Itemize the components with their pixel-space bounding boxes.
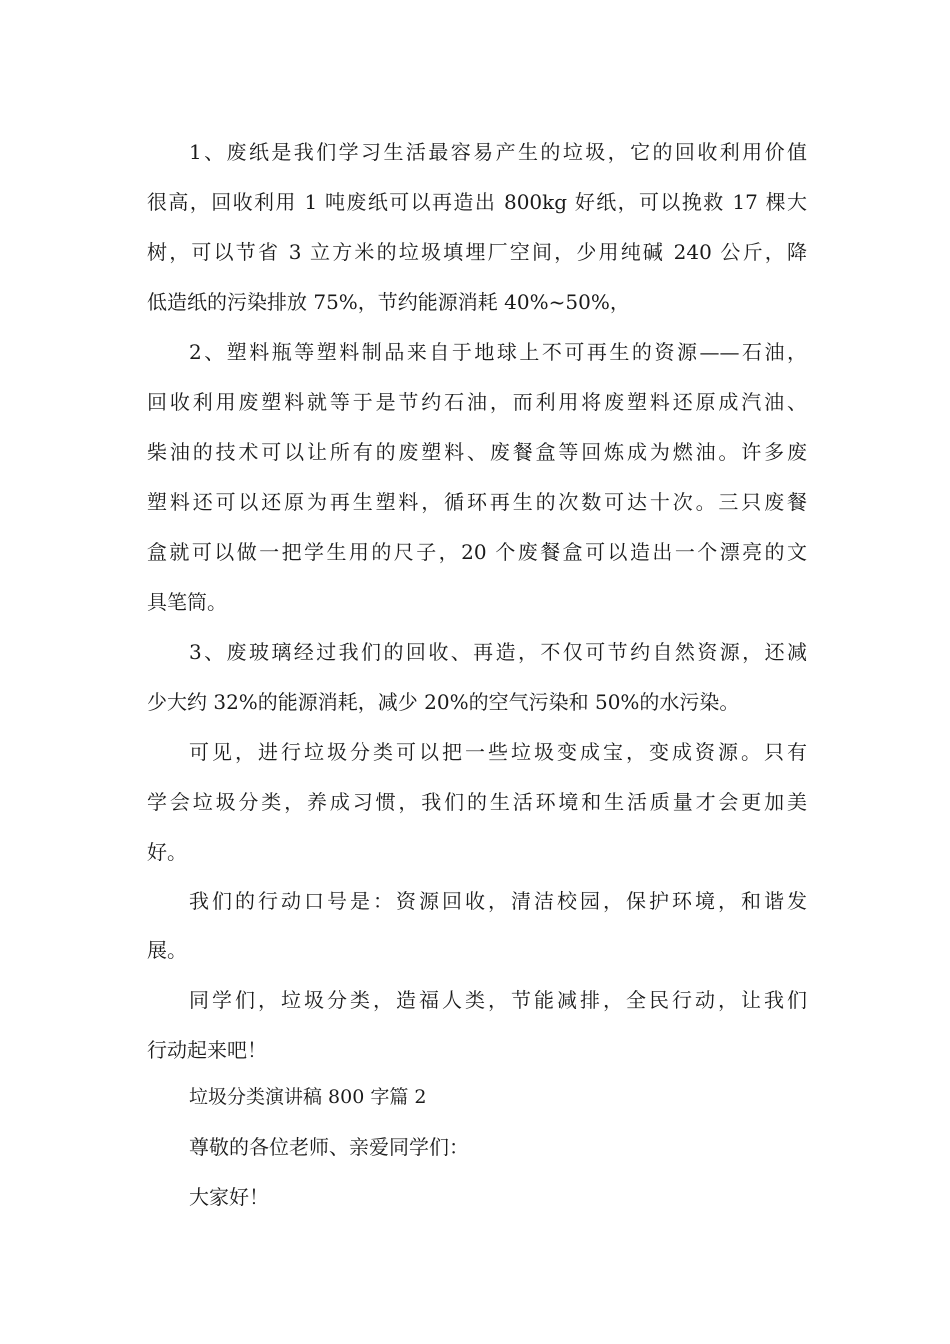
- paragraph-1-line-1: 1、废纸是我们学习生活最容易产生的垃圾，它的回收利用价值: [189, 140, 807, 164]
- paragraph-4-line-1: 可见，进行垃圾分类可以把一些垃圾变成宝，变成资源。只有: [189, 740, 807, 764]
- paragraph-1-line-3: 树，可以节省 3 立方米的垃圾填埋厂空间，少用纯碱 240 公斤，降: [147, 240, 807, 264]
- paragraph-2-line-1: 2、塑料瓶等塑料制品来自于地球上不可再生的资源——石油，: [189, 340, 807, 364]
- paragraph-3-line-1: 3、废玻璃经过我们的回收、再造，不仅可节约自然资源，还减: [189, 640, 807, 664]
- paragraph-1-line-2: 很高，回收利用 1 吨废纸可以再造出 800kg 好纸，可以挽救 17 棵大: [147, 190, 807, 214]
- paragraph-2-line-2: 回收利用废塑料就等于是节约石油，而利用将废塑料还原成汽油、: [147, 390, 807, 414]
- greeting: 大家好！: [189, 1185, 269, 1209]
- paragraph-2-line-4: 塑料还可以还原为再生塑料，循环再生的次数可达十次。三只废餐: [147, 490, 807, 514]
- salutation: 尊敬的各位老师、亲爱同学们：: [189, 1135, 469, 1159]
- paragraph-5-line-2: 展。: [147, 938, 187, 962]
- paragraph-5-line-1: 我们的行动口号是：资源回收，清洁校园，保护环境，和谐发: [189, 889, 807, 913]
- paragraph-1-line-4: 低造纸的污染排放 75%，节约能源消耗 40%~50%，: [147, 290, 630, 314]
- paragraph-4-line-3: 好。: [147, 840, 187, 864]
- paragraph-6-line-1: 同学们，垃圾分类，造福人类，节能减排，全民行动，让我们: [189, 988, 807, 1012]
- section-heading: 垃圾分类演讲稿 800 字篇 2: [189, 1086, 427, 1108]
- paragraph-6-line-2: 行动起来吧！: [147, 1038, 267, 1062]
- paragraph-2-line-5: 盒就可以做一把学生用的尺子，20 个废餐盒可以造出一个漂亮的文: [147, 540, 807, 564]
- paragraph-2-line-3: 柴油的技术可以让所有的废塑料、废餐盒等回炼成为燃油。许多废: [147, 440, 807, 464]
- paragraph-3-line-2: 少大约 32%的能源消耗，减少 20%的空气污染和 50%的水污染。: [147, 690, 740, 714]
- paragraph-2-line-6: 具笔筒。: [147, 590, 227, 614]
- paragraph-4-line-2: 学会垃圾分类，养成习惯，我们的生活环境和生活质量才会更加美: [147, 790, 807, 814]
